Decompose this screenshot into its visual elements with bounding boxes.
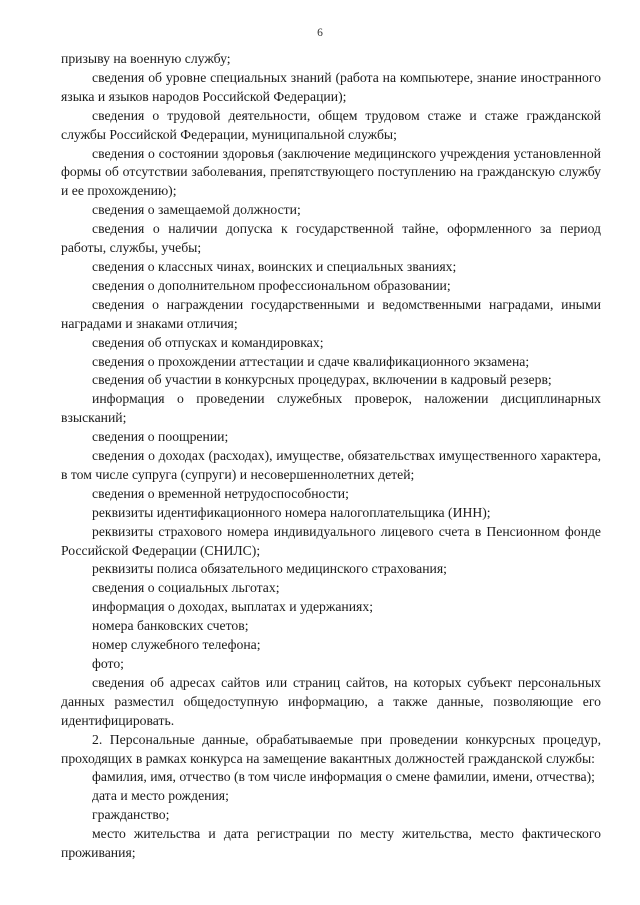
paragraph: сведения о наличии допуска к государственной тайне, оформленного за период работы, службы, учебы; [61,221,601,256]
paragraph: 2. Персональные данные, обрабатываемые при проведении конкурсных процедур, проходящих в рамках конкурса на замещение вакантных должностей гражданской службы: [61,731,601,766]
paragraph: реквизиты идентификационного номера налогоплательщика (ИНН); [92,504,491,520]
paragraph: сведения о классных чинах, воинских и специальных званиях; [92,258,457,274]
paragraph: сведения о трудовой деятельности, общем трудовом стаже и стаже гражданской службы Российской Федерации, муниципальной службы; [61,107,601,142]
paragraph: дата и место рождения; [92,788,229,804]
paragraph: сведения о состоянии здоровья (заключение медицинского учреждения установленной формы об отсутствии заболевания, препятствующего поступлению на гражданскую службу и ее прохождению); [61,145,601,199]
paragraph: сведения о награждении государственными и ведомственными наградами, иными наградами и знаками отличия; [61,296,601,331]
paragraph: место жительства и дата регистрации по месту жительства, место фактического проживания; [61,826,601,861]
paragraph: сведения о дополнительном профессиональном образовании; [92,277,451,293]
paragraph: сведения об отпусках и командировках; [92,334,324,350]
paragraph: фамилия, имя, отчество (в том числе информация о смене фамилии, имени, отчества); [92,769,595,785]
paragraph: призыву на военную службу; [61,51,231,66]
document-body [61,50,601,863]
paragraph: сведения о замещаемой должности; [92,202,301,218]
page-number: 6 [317,27,323,39]
paragraph: сведения об адресах сайтов или страниц сайтов, на которых субъект персональных данных разместил общедоступную информацию, а также данные, позволяющие его идентифицировать. [61,674,601,728]
paragraph: реквизиты полиса обязательного медицинского страхования; [92,561,447,577]
paragraph: сведения об уровне специальных знаний (работа на компьютере, знание иностранного языка и языков народов Российской Федерации); [61,69,601,104]
paragraph: сведения о доходах (расходах), имуществе, обязательствах имущественного характера, в том числе супруга (супруги) и несовершеннолетних детей; [61,448,601,482]
paragraph: фото; [92,656,124,671]
paragraph: информация о проведении служебных проверок, наложении дисциплинарных взысканий; [61,391,601,426]
paragraph: информация о доходах, выплатах и удержаниях; [92,599,373,615]
paragraph: сведения о прохождении аттестации и сдаче квалификационного экзамена; [92,353,530,369]
paragraph: сведения о поощрении; [92,429,229,445]
paragraph: сведения об участии в конкурсных процедурах, включении в кадровый резерв; [92,372,552,388]
paragraph: номера банковских счетов; [92,618,249,634]
paragraph: гражданство; [92,807,170,823]
paragraph: сведения о социальных льготах; [92,580,280,596]
paragraph: реквизиты страхового номера индивидуального лицевого счета в Пенсионном фонде Российской Федерации (СНИЛС); [61,523,601,558]
paragraph: номер служебного телефона; [92,637,261,653]
paragraph: сведения о временной нетрудоспособности; [92,485,349,501]
